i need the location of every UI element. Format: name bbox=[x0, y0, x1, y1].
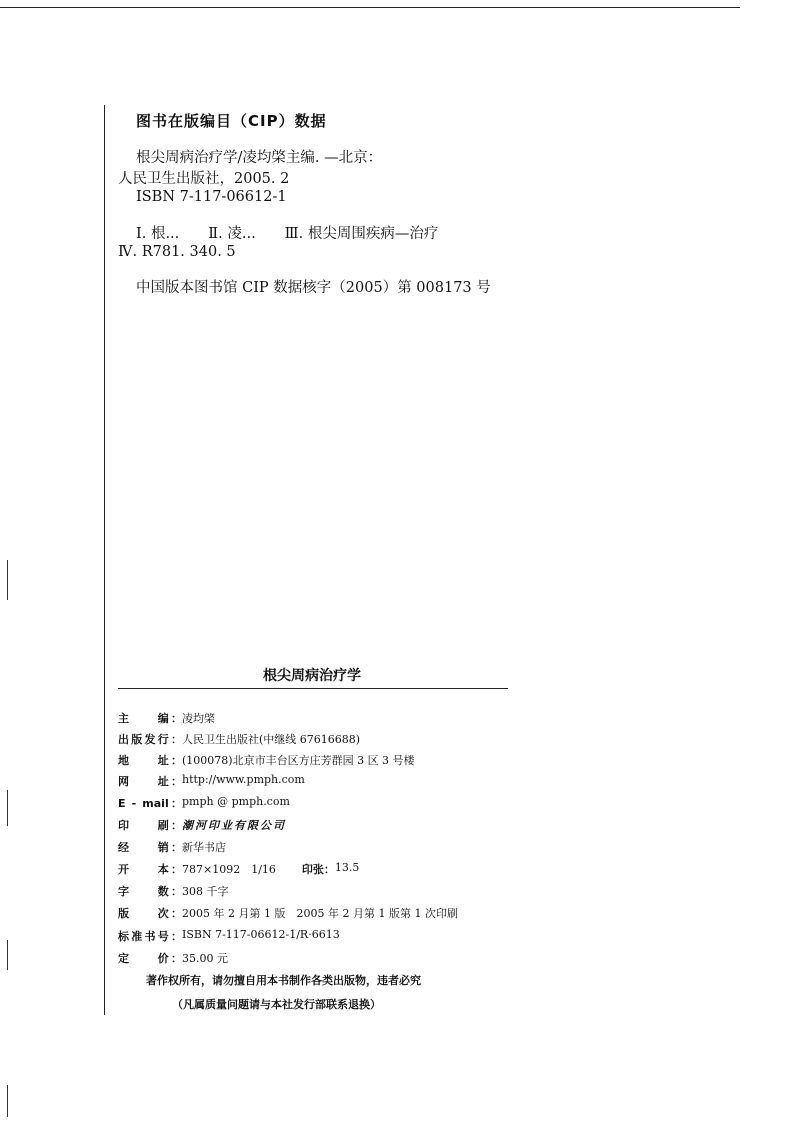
address-value: (100078)北京市丰台区方庄芳群园 3 区 3 号楼 bbox=[182, 754, 415, 767]
colophon-row-price bbox=[118, 950, 228, 966]
editor-value: 凌均棨 bbox=[182, 712, 215, 725]
isbn-label: 标准书号： bbox=[118, 930, 182, 943]
cip-entry-classification: Ⅳ. R781. 340. 5 bbox=[118, 244, 236, 260]
scan-edge-mark-2 bbox=[7, 790, 8, 826]
cip-entry-record-number: 中国版本图书馆 CIP 数据核字（2005）第 008173 号 bbox=[136, 280, 491, 296]
sheets-label: 印张： bbox=[301, 863, 335, 876]
colophon-row-address bbox=[118, 752, 415, 768]
edition-label: 版 次： bbox=[118, 907, 182, 920]
publisher-label: 出版发行： bbox=[118, 733, 182, 746]
colophon-row-format bbox=[118, 861, 359, 877]
sheets-value: 13.5 bbox=[334, 861, 360, 874]
colophon-row-printer bbox=[118, 817, 286, 833]
copyright-notice: 著作权所有，请勿擅自用本书制作各类出版物，违者必究 bbox=[146, 974, 421, 987]
publisher-value: 人民卫生出版社(中继线 67616688) bbox=[182, 733, 361, 746]
price-value: 35.00 元 bbox=[182, 952, 228, 965]
distributor-value: 新华书店 bbox=[182, 841, 226, 854]
distributor-label: 经 销： bbox=[118, 841, 182, 854]
colophon-row-editor bbox=[118, 710, 215, 726]
page-top-rule bbox=[0, 7, 740, 8]
cip-entry-title-editor: 根尖周病治疗学/凌均棨主编. —北京： bbox=[136, 150, 383, 166]
email-label: E - mail： bbox=[118, 797, 182, 810]
format-value: 787×1092 1/16 bbox=[182, 863, 276, 876]
website-label: 网 址： bbox=[118, 775, 182, 788]
colophon-row-distributor bbox=[118, 839, 226, 855]
cip-entry-isbn: ISBN 7-117-06612-1 bbox=[136, 189, 287, 205]
printer-value: 潮河印业有限公司 bbox=[182, 819, 286, 832]
format-label: 开 本： bbox=[118, 863, 182, 876]
colophon-row-isbn bbox=[118, 928, 340, 944]
email-value: pmph @ pmph.com bbox=[182, 795, 290, 808]
scan-edge-mark-4 bbox=[7, 1085, 8, 1117]
colophon-row-publisher bbox=[118, 731, 360, 747]
wordcount-label: 字 数： bbox=[118, 885, 182, 898]
edition-value: 2005 年 2 月第 1 版 2005 年 2 月第 1 版第 1 次印刷 bbox=[182, 907, 458, 920]
colophon-row-website bbox=[118, 773, 305, 789]
colophon-rule bbox=[118, 688, 508, 689]
wordcount-value: 308 千字 bbox=[182, 885, 229, 898]
cip-entry-publisher: 人民卫生出版社，2005. 2 bbox=[118, 171, 290, 187]
colophon-row-email bbox=[118, 795, 290, 811]
colophon-row-edition bbox=[118, 905, 458, 921]
quality-notice: （凡属质量问题请与本社发行部联系退换） bbox=[172, 998, 381, 1011]
website-value: http://www.pmph.com bbox=[182, 773, 305, 786]
page-left-rule bbox=[104, 105, 105, 1015]
cip-heading: 图书在版编目（CIP）数据 bbox=[136, 112, 327, 130]
format-gap bbox=[276, 861, 302, 877]
cip-entry-subjects: Ⅰ. 根... Ⅱ. 凌... Ⅲ. 根尖周围疾病—治疗 bbox=[136, 226, 439, 242]
editor-label: 主 编： bbox=[118, 712, 182, 725]
scan-edge-mark-3 bbox=[7, 940, 8, 970]
address-label: 地 址： bbox=[118, 754, 182, 767]
scan-edge-mark-1 bbox=[7, 560, 8, 600]
isbn-value: ISBN 7-117-06612-1/R·6613 bbox=[182, 928, 340, 941]
colophon-row-wordcount bbox=[118, 883, 229, 899]
colophon-book-title: 根尖周病治疗学 bbox=[263, 668, 361, 684]
price-label: 定 价： bbox=[118, 952, 182, 965]
printer-label: 印 刷： bbox=[118, 819, 182, 832]
